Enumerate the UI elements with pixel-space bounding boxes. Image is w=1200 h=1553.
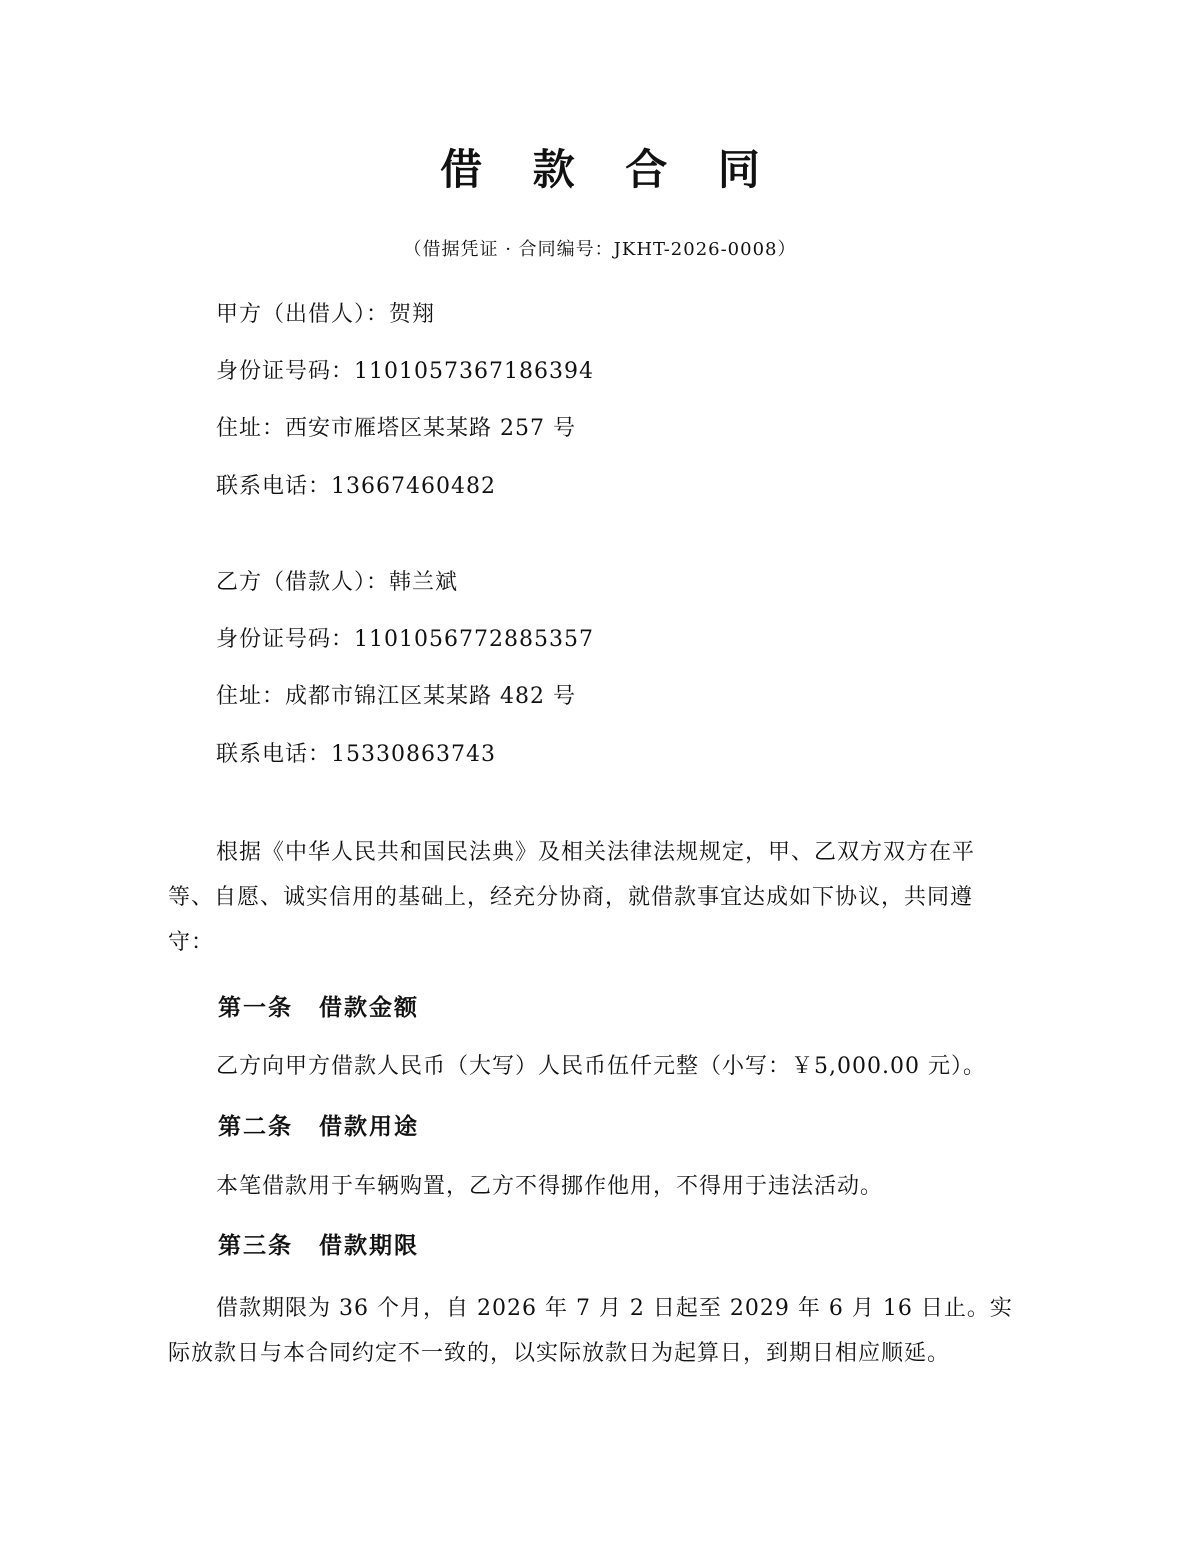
clause-1-number: 第一条 <box>218 995 293 1021</box>
intro-paragraph: 根据《中华人民共和国民法典》及相关法律法规规定，甲、乙双方双方在平等、自愿、诚实信用的基础上，经充分协商，就借款事宜达成如下协议，共同遵守： <box>168 840 976 955</box>
clause-1-heading <box>218 992 419 1024</box>
party-a-name-line: 甲方（出借人）：贺翔 <box>216 302 436 327</box>
party-b-id-line: 身份证号码：1101056772885357 <box>216 627 594 652</box>
party-b-phone-line: 联系电话：15330863743 <box>216 742 496 767</box>
clause-2-number: 第二条 <box>218 1114 293 1140</box>
clause-3-body: 借款期限为 36 个月，自 2026 年 7 月 2 日起至 2029 年 6 月 16 日止。实际放款日与本合同约定不一致的，以实际放款日为起算日，到期日相应顺延。 <box>168 1296 1013 1366</box>
document-title: 借 款 合 同 <box>440 145 778 194</box>
party-a-phone-line: 联系电话：13667460482 <box>216 474 496 499</box>
party-a-id-line: 身份证号码：1101057367186394 <box>216 359 594 384</box>
party-b-name-line: 乙方（借款人）：韩兰斌 <box>216 570 459 595</box>
clause-2-title: 借款用途 <box>319 1114 419 1140</box>
party-a-address-line: 住址：西安市雁塔区某某路 257 号 <box>216 416 576 441</box>
clause-1-body: 乙方向甲方借款人民币（大写）人民币伍仟元整（小写：￥5,000.00 元）。 <box>216 1054 986 1079</box>
clause-3-number: 第三条 <box>218 1233 293 1259</box>
document-subtitle: （借据凭证 · 合同编号：JKHT-2026-0008） <box>403 239 797 260</box>
clause-2-heading <box>218 1111 419 1143</box>
party-b-address-line: 住址：成都市锦江区某某路 482 号 <box>216 684 576 709</box>
clause-2-body: 本笔借款用于车辆购置，乙方不得挪作他用，不得用于违法活动。 <box>216 1174 884 1199</box>
clause-3-title: 借款期限 <box>319 1233 419 1259</box>
clause-3-heading <box>218 1230 419 1262</box>
clause-1-title: 借款金额 <box>319 995 419 1021</box>
